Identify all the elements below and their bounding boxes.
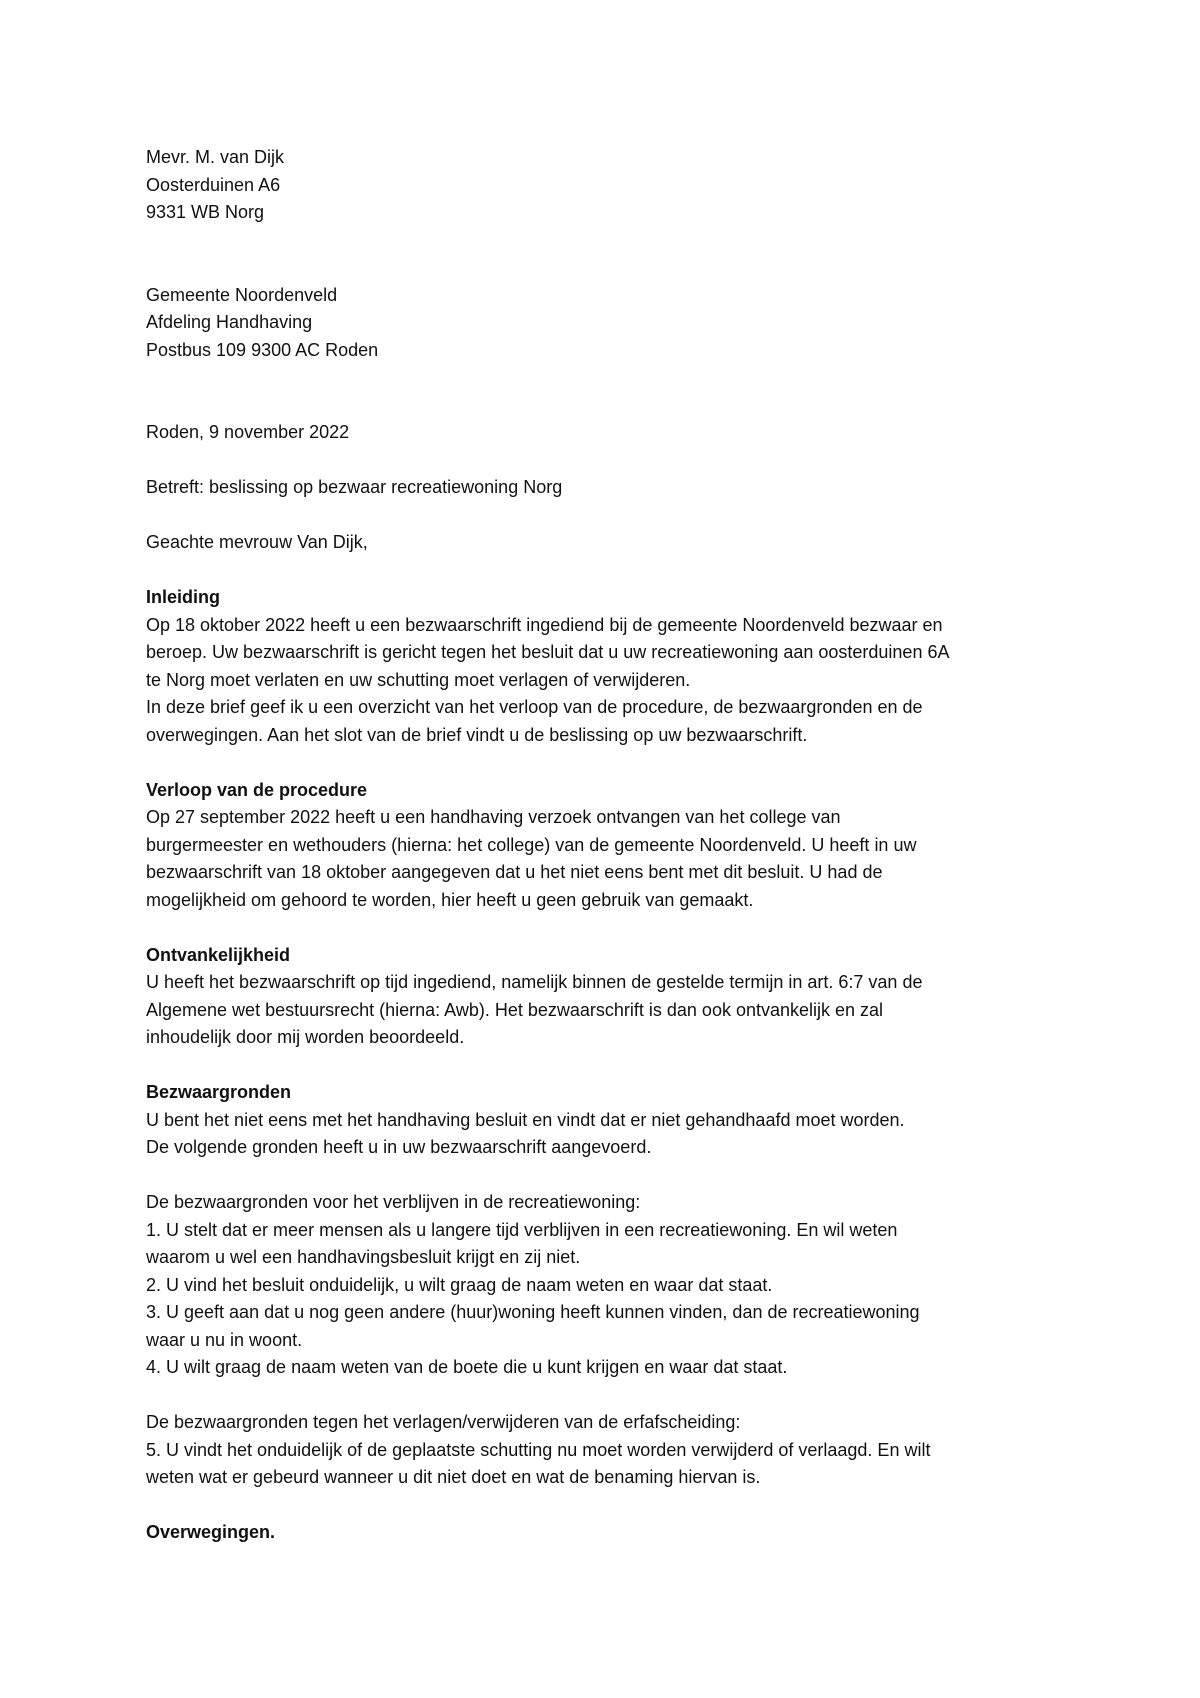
paragraph-line: overwegingen. Aan het slot van de brief vindt u de beslissing op uw bezwaarschrift. [146,724,808,745]
paragraph-line: Op 27 september 2022 heeft u een handhaving verzoek ontvangen van het college van [146,807,841,827]
paragraph-line: U heeft het bezwaarschrift op tijd ingediend, namelijk binnen de gestelde termijn in art. 6:7 van de [146,972,923,992]
spacer [146,1052,1086,1080]
recipient-postbus: Postbus 109 9300 AC Roden [146,339,379,360]
section-gronden-verblijven [146,1189,1086,1382]
spacer [146,914,1086,942]
spacer [146,1162,1086,1190]
list-item: 3. U geeft aan dat u nog geen andere (huur)woning heeft kunnen vinden, dan de recreatiewoning [146,1302,920,1322]
recipient-address [146,282,1086,365]
paragraph-line: De volgende gronden heeft u in uw bezwaarschrift aangevoerd. [146,1137,652,1157]
spacer [146,1492,1086,1520]
paragraph-line: De bezwaargronden tegen het verlagen/verwijderen van de erfafscheiding: [146,1412,741,1432]
paragraph-line: bezwaarschrift van 18 oktober aangegeven dat u het niet eens bent met dit besluit. U had de [146,862,883,882]
section-heading-verloop: Verloop van de procedure [146,779,368,800]
sender-street: Oosterduinen A6 [146,174,281,195]
date-line: Roden, 9 november 2022 [146,422,350,442]
list-item: 1. U stelt dat er meer mensen als u langere tijd verblijven in een recreatiewoning. En wil weten [146,1219,898,1240]
list-item: 4. U wilt graag de naam weten van de boete die u kunt krijgen en waar dat staat. [146,1357,788,1377]
section-heading-overwegingen: Overwegingen. [146,1522,276,1542]
paragraph-line: burgermeester en wethouders (hierna: het college) van de gemeente Noordenveld. U heeft in uw [146,834,917,855]
spacer [146,749,1086,777]
sender-postal-city: 9331 WB Norg [146,202,265,222]
sender-name: Mevr. M. van Dijk [146,147,285,167]
paragraph-line: Algemene wet bestuursrecht (hierna: Awb). Het bezwaarschrift is dan ook ontvankelijk en zal [146,999,884,1020]
recipient-organization: Gemeente Noordenveld [146,284,338,305]
salutation: Geachte mevrouw Van Dijk, [146,532,368,552]
paragraph-line: De bezwaargronden voor het verblijven in de recreatiewoning: [146,1192,641,1212]
section-heading-inleiding: Inleiding [146,587,220,607]
spacer [146,502,1086,530]
list-item: 2. U vind het besluit onduidelijk, u wilt graag de naam weten en waar dat staat. [146,1274,773,1295]
section-heading-ontvankelijkheid: Ontvankelijkheid [146,944,291,965]
spacer [146,447,1086,475]
section-verloop [146,777,1086,915]
section-inleiding [146,584,1086,749]
list-item: 5. U vindt het onduidelijk of de geplaatste schutting nu moet worden verwijderd of verlaagd. En wilt [146,1439,931,1460]
paragraph-line: In deze brief geef ik u een overzicht van het verloop van de procedure, de bezwaargronden en de [146,697,923,717]
paragraph-line: inhoudelijk door mij worden beoordeeld. [146,1027,465,1047]
paragraph-line: U bent het niet eens met het handhaving besluit en vindt dat er niet gehandhaafd moet worden. [146,1109,905,1130]
subject-line: Betreft: beslissing op bezwaar recreatiewoning Norg [146,477,563,497]
spacer [146,557,1086,585]
spacer [146,227,1086,282]
letter-content [146,144,1086,1547]
spacer [146,1382,1086,1410]
paragraph-line: mogelijkheid om gehoord te worden, hier heeft u geen gebruik van gemaakt. [146,889,754,910]
section-bezwaargronden [146,1079,1086,1162]
list-item: waar u nu in woont. [146,1329,303,1350]
paragraph-line: Op 18 oktober 2022 heeft u een bezwaarschrift ingediend bij de gemeente Noordenveld bezwaar en [146,614,943,635]
recipient-department: Afdeling Handhaving [146,312,313,332]
paragraph-line: beroep. Uw bezwaarschrift is gericht tegen het besluit dat u uw recreatiewoning aan oosterduinen 6A [146,642,950,662]
section-gronden-erfafscheiding [146,1409,1086,1492]
section-ontvankelijkheid [146,942,1086,1052]
list-item: waarom u wel een handhavingsbesluit krijgt en zij niet. [146,1247,581,1267]
section-heading-bezwaargronden: Bezwaargronden [146,1082,292,1102]
paragraph-line: te Norg moet verlaten en uw schutting moet verlagen of verwijderen. [146,669,691,690]
spacer [146,364,1086,419]
sender-address [146,144,1086,227]
list-item: weten wat er gebeurd wanneer u dit niet doet en wat de benaming hiervan is. [146,1467,761,1487]
